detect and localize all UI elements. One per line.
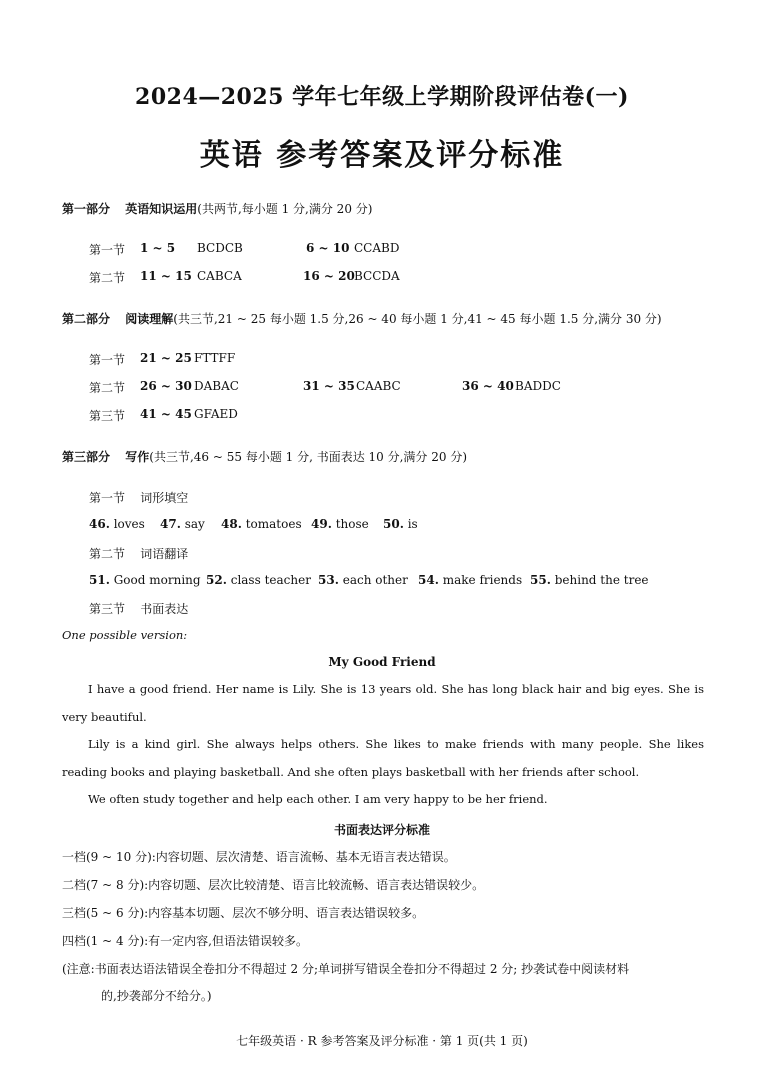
item-number: 52. [206, 573, 227, 587]
part1-label: 第一部分 [62, 202, 111, 216]
part1-name: 英语知识运用 [125, 202, 198, 216]
item-answer: make friends [442, 573, 523, 587]
answer-letters: CCABD [354, 241, 400, 255]
answer-letters: BCDCB [197, 241, 243, 255]
item-number: 51. [89, 573, 110, 587]
part3-section1-name: 词形填空 [140, 491, 189, 505]
part1-desc: (共两节,每小题 1 分,满分 20 分) [197, 202, 373, 216]
item-answer: Good morning [113, 573, 201, 587]
answer-range: 1 ~ 5 [140, 241, 176, 255]
item-answer: behind the tree [554, 573, 649, 587]
part3-section2-name: 词语翻译 [140, 547, 189, 561]
item-answer: those [335, 517, 369, 531]
part1-heading [62, 200, 372, 217]
item-answer: class teacher [230, 573, 311, 587]
part3-section1-label: 第一节 [89, 491, 126, 505]
answer-item [530, 573, 649, 587]
page-footer: 七年级英语 · R 参考答案及评分标准 · 第 1 页(共 1 页) [236, 1034, 528, 1048]
exam-title: 2024—2025 学年七年级上学期阶段评估卷(一) [135, 84, 629, 110]
part3-desc: (共三节,46 ~ 55 每小题 1 分, 书面表达 10 分,满分 20 分) [149, 450, 468, 464]
part3-heading [62, 448, 467, 465]
answer-range: 6 ~ 10 [306, 241, 350, 255]
part3-section3-label: 第三节 [89, 602, 126, 616]
answer-range: 21 ~ 25 [140, 351, 192, 365]
rubric-title: 书面表达评分标准 [333, 823, 430, 837]
part3-name: 写作 [125, 450, 150, 464]
item-number: 55. [530, 573, 551, 587]
part2-heading [62, 310, 662, 327]
answer-key-title: 英语 参考答案及评分标准 [199, 138, 565, 173]
answer-range: 41 ~ 45 [140, 407, 192, 421]
essay-paragraph-2: Lily is a kind girl. She always helps others. She likes to make friends with many people. She likes reading books and playing basketball. And she often plays basketball with her friends after school. [62, 737, 704, 779]
answer-range: 11 ~ 15 [140, 269, 192, 283]
answer-letters: GFAED [194, 407, 238, 421]
part3-label: 第三部分 [62, 450, 111, 464]
part2-name: 阅读理解 [125, 312, 174, 326]
answer-range: 26 ~ 30 [140, 379, 192, 393]
part2-desc: (共三节,21 ~ 25 每小题 1.5 分,26 ~ 40 每小题 1 分,41 ~ 45 每小题 1.5 分,满分 30 分) [173, 312, 662, 326]
rubric-line-3: 三档(5 ~ 6 分):内容基本切题、层次不够分明、语言表达错误较多。 [62, 906, 425, 920]
answer-range: 16 ~ 20 [303, 269, 355, 283]
essay-intro: One possible version: [62, 628, 188, 642]
item-answer: loves [113, 517, 145, 531]
answer-item [89, 517, 145, 531]
rubric-line-2: 二档(7 ~ 8 分):内容切题、层次比较清楚、语言比较流畅、语言表达错误较少。 [62, 878, 485, 892]
part2-label: 第二部分 [62, 312, 111, 326]
answer-letters: FTTFF [194, 351, 236, 365]
item-number: 49. [311, 517, 332, 531]
item-number: 53. [318, 573, 339, 587]
essay-paragraph-1: I have a good friend. Her name is Lily. She is 13 years old. She has long black hair and big eyes. She is very beautiful. [62, 682, 704, 724]
answer-item [206, 573, 311, 587]
answer-letters: DABAC [194, 379, 239, 393]
answer-item [221, 517, 302, 531]
answer-letters: BCCDA [354, 269, 400, 283]
item-number: 48. [221, 517, 242, 531]
part3-section3-name: 书面表达 [140, 602, 189, 616]
item-answer: each other [342, 573, 408, 587]
answer-item [160, 517, 205, 531]
essay-paragraph-3: We often study together and help each other. I am very happy to be her friend. [88, 792, 548, 806]
item-answer: say [184, 517, 205, 531]
answer-item [89, 573, 201, 587]
answer-item [311, 517, 369, 531]
answer-item [418, 573, 522, 587]
part2-section1-label: 第一节 [89, 353, 126, 367]
item-number: 50. [383, 517, 404, 531]
answer-range: 36 ~ 40 [462, 379, 514, 393]
item-number: 47. [160, 517, 181, 531]
answer-item [383, 517, 418, 531]
answer-letters: BADDC [515, 379, 561, 393]
part3-section3-heading [89, 600, 188, 617]
rubric-note-line-1: (注意:书面表达语法错误全卷扣分不得超过 2 分;单词拼写错误全卷扣分不得超过 2 分; 抄袭试卷中阅读材料 [62, 962, 630, 976]
part2-section2-label: 第二节 [89, 381, 126, 395]
item-answer: is [407, 517, 418, 531]
essay-title: My Good Friend [328, 655, 436, 669]
answer-letters: CAABC [356, 379, 401, 393]
rubric-line-1: 一档(9 ~ 10 分):内容切题、层次清楚、语言流畅、基本无语言表达错误。 [62, 850, 456, 864]
answer-range: 31 ~ 35 [303, 379, 355, 393]
item-number: 46. [89, 517, 110, 531]
answer-item [318, 573, 408, 587]
part1-section1-label: 第一节 [89, 243, 126, 257]
part1-section2-label: 第二节 [89, 271, 126, 285]
rubric-note-line-2: 的,抄袭部分不给分。) [101, 989, 212, 1003]
item-answer: tomatoes [245, 517, 302, 531]
answer-letters: CABCA [197, 269, 242, 283]
part3-section1-heading [89, 489, 188, 506]
rubric-line-4: 四档(1 ~ 4 分):有一定内容,但语法错误较多。 [62, 934, 308, 948]
item-number: 54. [418, 573, 439, 587]
part2-section3-label: 第三节 [89, 409, 126, 423]
part3-section2-label: 第二节 [89, 547, 126, 561]
part3-section2-heading [89, 545, 188, 562]
